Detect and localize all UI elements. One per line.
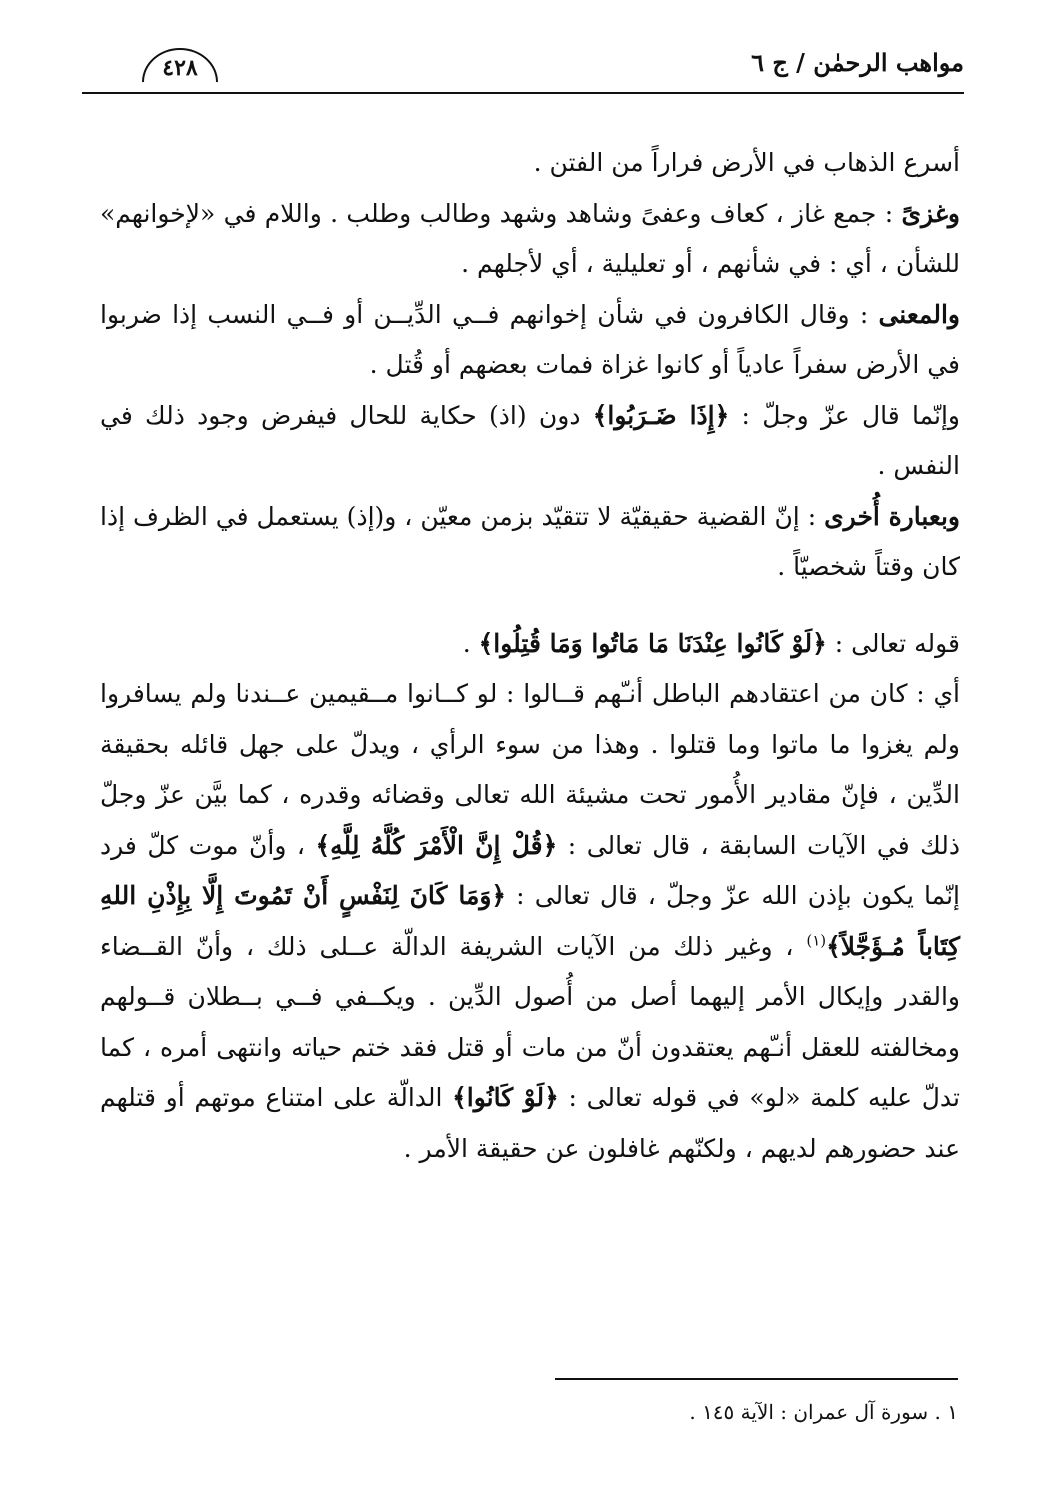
paragraph-text: ، وأنّ موت كلّ فرد إنّما يكون بإذن الله عزّ وجلّ ، قال تعالى : <box>100 830 960 910</box>
paragraph-text: دون (اذ) حكاية للحال فيفرض وجود ذلك في النفس . <box>100 400 960 480</box>
paragraph <box>100 669 960 1174</box>
paragraph-text: : جمع غاز ، كعاف وعفىً وشاهد وشهد وطالب وطلب . واللام في «لإخوانهم» للشأن ، أي : في شأنهم ، أو تعليلية ، أي لأجلهم . <box>100 198 960 278</box>
paragraph-text: الدالّة على امتناع موتهم أو قتلهم عند حضورهم لديهم ، ولكنّهم غافلون عن حقيقة الأمر . <box>100 1083 960 1163</box>
paragraph-text: قوله تعالى : <box>826 628 960 658</box>
header-rule <box>82 92 964 94</box>
footnote: ١ . سورة آل عمران : الآية ١٤٥ . <box>689 1400 958 1424</box>
quran-quote: ﴿إِذَا ضَـرَبُوا﴾ <box>592 400 730 430</box>
paragraph <box>100 138 960 189</box>
paragraph-text: أسرع الذهاب في الأرض فراراً من الفتن . <box>533 148 960 177</box>
quran-quote: ﴿لَوْ كَانُوا عِنْدَنَا مَا مَاتُوا وَمَا قُتِلُوا﴾ <box>478 628 827 658</box>
paragraph-text: : وقال الكافرون في شأن إخوانهم فــي الدِّيــن أو فــي النسب إذا ضربوا في الأرض سفراً عادياً أو كانوا غزاة فمات بعضهم أو قُتل . <box>100 299 960 379</box>
paragraph-text: . <box>462 628 479 658</box>
running-title: مواهب الرحمٰن / ج ٦ <box>751 48 964 77</box>
paragraph-text: أي : كان من اعتقادهم الباطل أنـّهم قــالوا : لو كــانوا مــقيمين عــندنا ولم يسافروا ولم يغزوا ما ماتوا وما قتلوا . وهذا من سوء الرأي ، ويدلّ على جهل قائله بحقيقة الدِّين ، فإنّ مقادير الأُمور تحت مشيئة الله تعالى وقضائه وقدره ، كما بيَّن عزّ وجلّ ذلك في الآيات السابقة ، قال تعالى : <box>100 679 960 860</box>
term-heading: وبعبارة أُخرى <box>824 501 960 531</box>
paragraph <box>100 391 960 492</box>
page-number: ٤٢٨ <box>142 48 218 82</box>
paragraph <box>100 189 960 290</box>
page-header <box>82 40 964 94</box>
term-heading: والمعنى <box>878 299 960 329</box>
paragraph <box>100 492 960 593</box>
term-heading: وغزىً <box>901 198 960 228</box>
paragraph <box>100 290 960 391</box>
paragraph-text: وإنّما قال عزّ وجلّ : <box>729 400 961 430</box>
body-text <box>100 138 960 1174</box>
section-heading <box>100 619 960 670</box>
paragraph-text: ، وغير ذلك من الآيات الشريفة الدالّة عــلى ذلك ، وأنّ القــضاء والقدر وإيكال الأمر إليهما أصل من أُصول الدِّين . ويكــفي فــي بــطلان قــولهم ومخالفته للعقل أنـّهم يعتقدون أنّ من مات أو قتل فقد ختم حياته وانتهى أمره ، كما تدلّ عليه كلمة «لو» في قوله تعالى : <box>100 931 961 1112</box>
footnote-rule <box>555 1378 958 1380</box>
quran-quote: ﴿قُلْ إِنَّ الْأَمْرَ كُلَّهُ لِلَّهِ﴾ <box>315 830 558 860</box>
paragraph-text: : إنّ القضية حقيقيّة لا تتقيّد بزمن معيّن ، و(إذ) يستعمل في الظرف إذا كان وقتاً شخصيّاً . <box>100 501 960 581</box>
quran-quote: ﴿لَوْ كَانُوا﴾ <box>452 1083 559 1112</box>
quran-quote: ﴿وَمَا كَانَ لِنَفْسٍ أَنْ تَمُوتَ إِلَّا بِإِذْنِ اللهِ كِتَاباً مُـؤَجَّلاً﴾ <box>100 881 960 961</box>
footnote-marker[interactable]: (١) <box>806 931 827 950</box>
